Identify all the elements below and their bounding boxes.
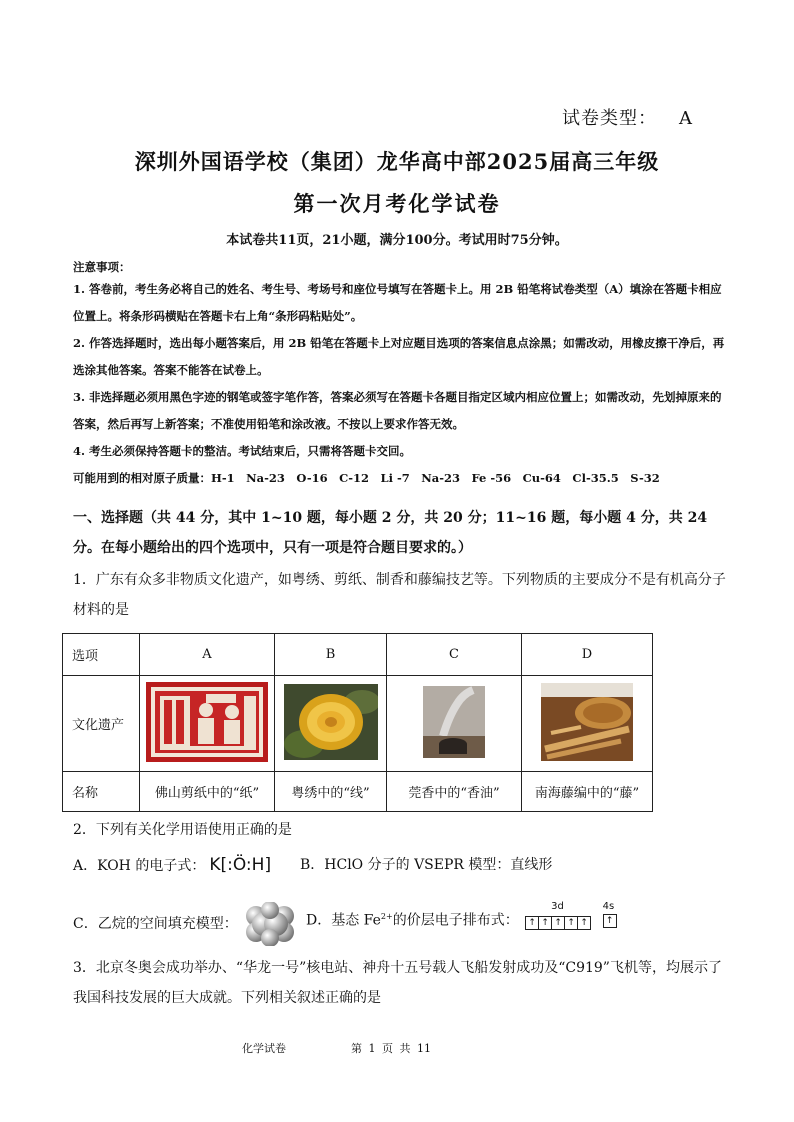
question-1-table <box>62 633 653 812</box>
question-2-option-c <box>73 902 298 946</box>
image-embroidery <box>275 676 387 772</box>
notice-item-1: 1. 答卷前，考生务必将自己的姓名、考生号、考场号和座位号填写在答题卡上。用 2B 铅笔将试卷类型（A）填涂在答题卡相应位置上。将条形码横贴在答题卡右上角“条形码粘贴处”。 <box>73 282 722 323</box>
row-label-heritage: 文化遗产 <box>63 676 140 772</box>
footer-page: 第 1 页 共 11 <box>351 1042 431 1055</box>
notice-item-3: 3. 非选择题必须用黑色字迹的钢笔或签字笔作答，答案必须写在答题卡各题目指定区域内相应位置上；如需改动，先划掉原来的答案，然后再写上新答案；不准使用铅笔和涂改液。不按以上要求作答无效。 <box>73 390 722 431</box>
option-a-text: A．KOH 的电子式： <box>73 858 206 874</box>
orbital-box: ↑ <box>603 914 617 928</box>
option-name-b: 粤绣中的“线” <box>275 772 387 812</box>
option-d-text: D．基态 Fe <box>306 912 381 929</box>
notice-heading: 注意事项： <box>73 260 131 274</box>
orbital-3d-label: 3d <box>551 900 564 912</box>
orbital-3d-diagram <box>525 900 591 936</box>
option-header-a: A <box>140 634 275 676</box>
row-label-option: 选项 <box>63 634 140 676</box>
orbital-box: ↑ <box>564 916 578 930</box>
koh-electron-formula: K[:Ö:H] <box>209 855 272 875</box>
orbital-box: ↑ <box>538 916 552 930</box>
image-incense <box>387 676 522 772</box>
exam-type-label: 试卷类型： <box>562 108 657 129</box>
option-name-c: 莞香中的“香油” <box>387 772 522 812</box>
exam-type <box>562 104 693 130</box>
option-header-b: B <box>275 634 387 676</box>
image-paper-cut <box>140 676 275 772</box>
exam-type-value: A <box>679 108 693 129</box>
option-d-tail: 的价层电子排布式： <box>392 912 519 929</box>
option-header-c: C <box>387 634 522 676</box>
question-2-option-d <box>306 902 617 936</box>
ethane-space-filling-icon <box>242 902 298 946</box>
orbital-4s-label: 4s <box>602 900 615 912</box>
exam-meta: 本试卷共11页，21小题，满分100分。考试用时75分钟。 <box>226 233 568 248</box>
question-2-stem: 2．下列有关化学用语使用正确的是 <box>73 822 292 838</box>
section-heading: 一、选择题（共 44 分，其中 1~10 题，每小题 2 分，共 20 分；11~16 题，每小题 4 分，共 24 分。在每小题给出的四个选项中，只有一项是符合题目要求的。） <box>73 510 708 556</box>
question-2-option-b: B．HClO 分子的 VSEPR 模型：直线形 <box>300 857 553 873</box>
image-rattan <box>522 676 653 772</box>
notice-item-2: 2. 作答选择题时，选出每小题答案后，用 2B 铅笔在答题卡上对应题目选项的答案信息点涂黑；如需改动，用橡皮擦干净后，再选涂其他答案。答案不能答在试卷上。 <box>73 336 725 377</box>
question-3-stem: 3．北京冬奥会成功举办、“华龙一号”核电站、神舟十五号载人飞船发射成功及“C919”飞机等，均展示了我国科技发展的巨大成就。下列相关叙述正确的是 <box>73 960 722 1006</box>
atomic-masses: 可能用到的相对原子质量：H-1 Na-23 O-16 C-12 Li -7 Na-23 Fe -56 Cu-64 Cl-35.5 S-32 <box>73 471 660 485</box>
question-1-stem: 1．广东有众多非物质文化遗产，如粤绣、剪纸、制香和藤编技艺等。下列物质的主要成分不是有机高分子材料的是 <box>73 572 726 618</box>
page-title: 深圳外国语学校（集团）龙华高中部2025届高三年级 <box>134 149 660 174</box>
notice-item-4: 4. 考生必须保持答题卡的整洁。考试结束后，只需将答题卡交回。 <box>73 444 412 458</box>
orbital-4s-diagram <box>602 900 617 936</box>
page-footer <box>242 1040 431 1056</box>
option-name-d: 南海藤编中的“藤” <box>522 772 653 812</box>
option-name-a: 佛山剪纸中的“纸” <box>140 772 275 812</box>
orbital-box: ↑ <box>551 916 565 930</box>
page-subtitle: 第一次月考化学试卷 <box>293 191 501 216</box>
option-header-d: D <box>522 634 653 676</box>
row-label-name: 名称 <box>63 772 140 812</box>
question-2-option-a <box>73 850 271 881</box>
orbital-box: ↑ <box>577 916 591 930</box>
orbital-box: ↑ <box>525 916 539 930</box>
fe-charge: 2+ <box>380 912 393 921</box>
option-c-text: C．乙烷的空间填充模型： <box>73 916 238 932</box>
footer-subject: 化学试卷 <box>242 1042 286 1055</box>
